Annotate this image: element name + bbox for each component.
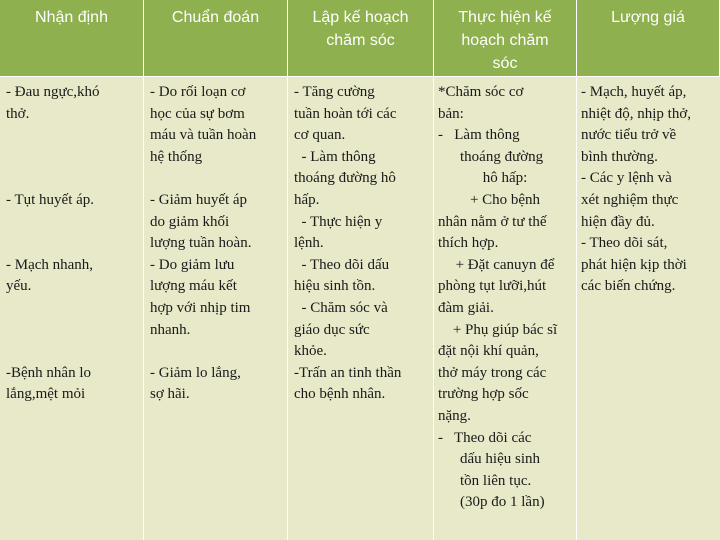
text-line: xét nghiệm thực xyxy=(581,191,679,208)
text-line: + Phụ giúp bác sĩ xyxy=(452,321,558,338)
text-line: -Trấn an tinh thần xyxy=(294,364,402,381)
text-line: nặng. xyxy=(438,407,471,424)
header-lap-ke-hoach: Lập kế hoạch chăm sóc xyxy=(288,0,434,77)
text-line: lệnh. xyxy=(294,235,324,252)
text-line: tuần hoàn tới các xyxy=(294,105,397,122)
text-line: nhiệt độ, nhịp thở, xyxy=(581,105,692,122)
text-line: - Theo dõi các xyxy=(438,429,532,446)
text-line: lượng tuần hoàn. xyxy=(150,235,252,252)
text-line: - Mạch nhanh, xyxy=(6,256,94,273)
text-line: + Cho bệnh xyxy=(469,191,541,208)
text-line: dấu hiệu sinh xyxy=(460,451,540,468)
text-line: sợ hãi. xyxy=(150,386,190,403)
cell-nhan-dinh xyxy=(0,77,144,540)
text-line: thoáng đường xyxy=(460,148,544,165)
text-line: khỏe. xyxy=(294,343,327,360)
cell-thuc-hien xyxy=(434,77,577,540)
text-line: - Do giảm lưu xyxy=(150,256,235,273)
header-chuan-doan: Chuẩn đoán xyxy=(144,0,288,77)
text-line: đặt nội khí quản, xyxy=(438,343,539,360)
text-line: tồn liên tục. xyxy=(460,472,532,489)
text-line: nhanh. xyxy=(150,321,191,338)
text-line: bản: xyxy=(438,105,464,122)
text-line: cơ quan. xyxy=(294,127,346,144)
header-nhan-dinh: Nhận định xyxy=(0,0,144,77)
text-line: hiện đầy đủ. xyxy=(581,213,655,230)
text-line: - Các y lệnh và xyxy=(581,170,672,187)
text-line: yếu. xyxy=(6,278,32,295)
text-line: hấp. xyxy=(294,191,320,208)
text-line: thích hợp. xyxy=(438,235,499,252)
text-line: - Đau ngực,khó xyxy=(6,84,100,100)
text-line: lượng máu kết xyxy=(150,278,237,295)
text-line: phòng tụt lưỡi,hút xyxy=(438,278,547,295)
text-line: hợp với nhịp tim xyxy=(150,299,251,316)
text-line: các biến chứng. xyxy=(581,278,676,295)
text-line: hệ thống xyxy=(150,148,203,165)
text-line: - Thực hiện y xyxy=(294,213,383,230)
text-line: do giảm khối xyxy=(150,213,230,230)
text-line: - Theo dõi sát, xyxy=(581,235,668,252)
text-line: - Giảm huyết áp xyxy=(150,191,248,208)
text-line: hô hấp: xyxy=(482,170,528,187)
text-line: đàm giải. xyxy=(438,299,494,316)
text-line: cho bệnh nhân. xyxy=(294,386,386,403)
text-line: - Giảm lo lắng, xyxy=(150,364,241,381)
cell-luong-gia xyxy=(577,77,720,540)
text-line: hiệu sinh tồn. xyxy=(294,278,376,295)
text-line: - Tụt huyết áp. xyxy=(6,191,95,208)
text-line: + Đặt canuyn để xyxy=(455,256,555,273)
text-line: (30p đo 1 lần) xyxy=(460,494,545,511)
cell-chuan-doan xyxy=(144,77,288,540)
text-line: bình thường. xyxy=(581,148,658,165)
text-line: thở máy trong các xyxy=(438,364,547,381)
text-line: *Chăm sóc cơ xyxy=(438,84,524,100)
header-thuc-hien: Thực hiện kế hoạch chăm sóc xyxy=(434,0,577,77)
text-line: - Tăng cường xyxy=(294,84,375,100)
text-line: - Làm thông xyxy=(438,127,520,144)
text-line: thở. xyxy=(6,105,30,122)
text-line: máu và tuần hoàn xyxy=(150,127,257,144)
text-line: trường hợp sốc xyxy=(438,386,529,403)
text-line: - Mạch, huyết áp, xyxy=(581,84,687,100)
text-line: - Làm thông xyxy=(294,148,376,165)
text-line: - Do rối loạn cơ xyxy=(150,84,246,100)
text-line: lắng,mệt mỏi xyxy=(6,386,86,403)
text-line: giáo dục sức xyxy=(294,321,370,338)
text-line: - Theo dõi dấu xyxy=(294,256,390,273)
header-luong-gia: Lượng giá xyxy=(577,0,720,77)
text-line: học của sự bơm xyxy=(150,105,245,122)
text-line: thoáng đường hô xyxy=(294,170,396,187)
text-line: phát hiện kịp thời xyxy=(581,256,687,273)
cell-lap-ke-hoach xyxy=(288,77,434,540)
text-line: - Chăm sóc và xyxy=(294,299,388,316)
text-line: nước tiểu trở về xyxy=(581,127,677,144)
text-line: nhân nằm ở tư thế xyxy=(438,213,547,230)
text-line: -Bệnh nhân lo xyxy=(6,364,91,381)
